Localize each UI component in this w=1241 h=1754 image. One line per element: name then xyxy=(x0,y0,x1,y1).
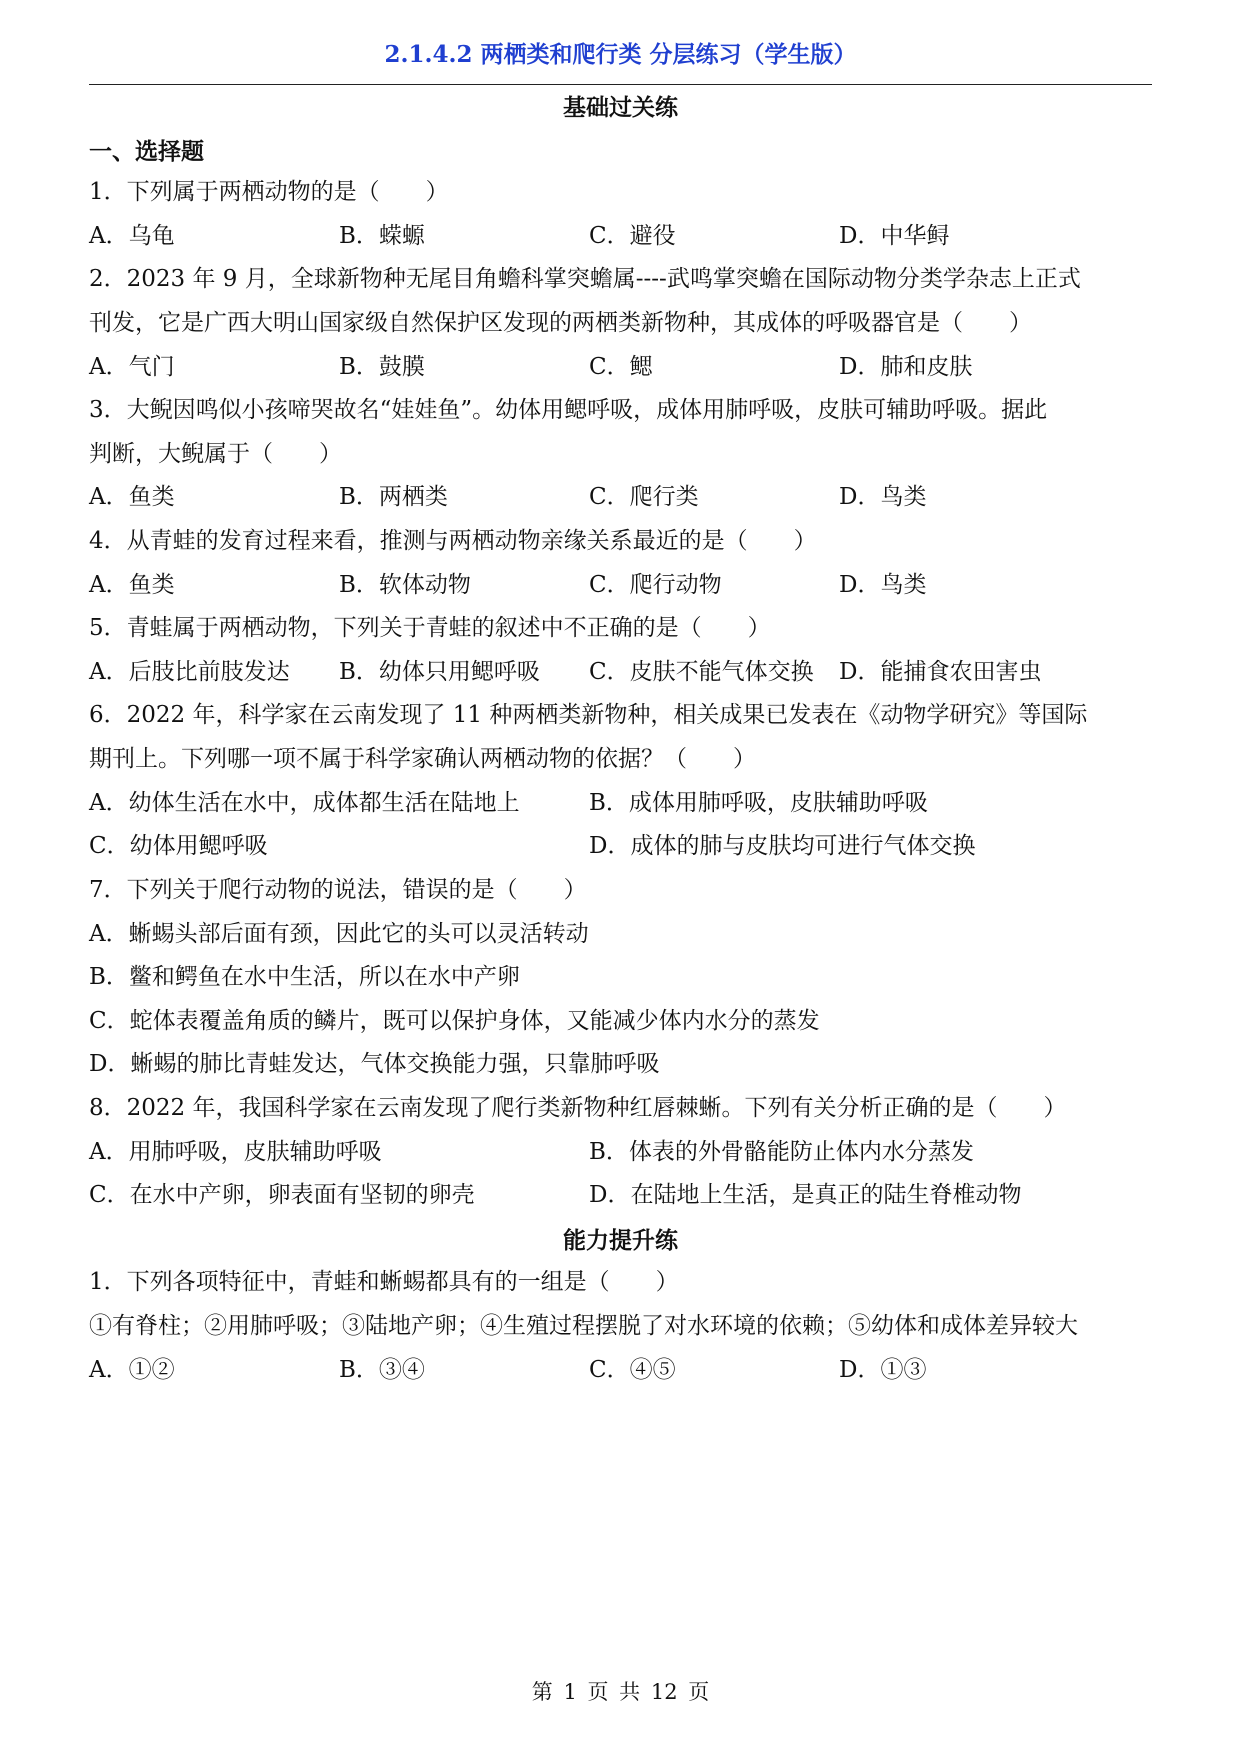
option-c: C．皮肤不能气体交换 xyxy=(589,659,814,685)
question-2-options xyxy=(89,352,1152,382)
option-a: A．鱼类 xyxy=(89,484,175,510)
option-b: B．蝾螈 xyxy=(339,223,425,249)
option-d: D．鸟类 xyxy=(839,572,927,598)
option-a: A．后肢比前肢发达 xyxy=(89,659,290,685)
option-b: B．鼓膜 xyxy=(339,354,425,380)
option-b: B．体表的外骨骼能防止体内水分蒸发 xyxy=(589,1139,974,1165)
question-4-stem: 4．从青蛙的发育过程来看，推测与两栖动物亲缘关系最近的是（ ） xyxy=(89,528,817,554)
question-6-options-row2 xyxy=(89,831,1152,861)
question-4-options xyxy=(89,570,1152,600)
question-8-stem: 8．2022 年，我国科学家在云南发现了爬行类新物种红唇棘蜥。下列有关分析正确的是（ ） xyxy=(89,1095,1067,1121)
option-d: D．①③ xyxy=(839,1357,927,1383)
option-c: C．④⑤ xyxy=(589,1357,676,1383)
document-title: 2.1.4.2 两栖类和爬行类 分层练习（学生版） xyxy=(384,41,857,68)
option-b: B．③④ xyxy=(339,1357,425,1383)
question-1-stem: 1．下列属于两栖动物的是（ ） xyxy=(89,179,449,205)
part-title-choice: 一、选择题 xyxy=(89,138,204,165)
option-c: C．蛇体表覆盖角质的鳞片，既可以保护身体，又能减少体内水分的蒸发 xyxy=(89,1008,820,1034)
option-b: B．软体动物 xyxy=(339,572,471,598)
option-a: A．鱼类 xyxy=(89,572,175,598)
option-b: B．鳖和鳄鱼在水中生活，所以在水中产卵 xyxy=(89,964,520,990)
question-7-stem: 7．下列关于爬行动物的说法，错误的是（ ） xyxy=(89,877,587,903)
question-3-stem: 3．大鲵因鸣似小孩啼哭故名“娃娃鱼”。幼体用鳃呼吸，成体用肺呼吸，皮肤可辅助呼吸。据此 xyxy=(89,397,1048,423)
option-d: D．蜥蜴的肺比青蛙发达，气体交换能力强，只靠肺呼吸 xyxy=(89,1051,660,1077)
option-d: D．鸟类 xyxy=(839,484,927,510)
option-a: A．气门 xyxy=(89,354,175,380)
option-c: C．爬行动物 xyxy=(589,572,722,598)
option-c: C．避役 xyxy=(589,223,676,249)
question-6-options-row1 xyxy=(89,788,1152,818)
question-6-stem-cont: 期刊上。下列哪一项不属于科学家确认两栖动物的依据？（ ） xyxy=(89,746,756,772)
question-8-options-row2 xyxy=(89,1180,1152,1210)
question-3-options xyxy=(89,482,1152,512)
section-title-advanced: 能力提升练 xyxy=(563,1227,678,1254)
question-8-options-row1 xyxy=(89,1137,1152,1167)
advanced-question-1-options xyxy=(89,1355,1152,1385)
option-c: C．爬行类 xyxy=(589,484,699,510)
option-d: D．肺和皮肤 xyxy=(839,354,973,380)
page-number: 第 1 页 共 12 页 xyxy=(531,1680,710,1704)
option-a: A．乌龟 xyxy=(89,223,175,249)
question-5-options xyxy=(89,657,1152,687)
section-title-basic: 基础过关练 xyxy=(563,94,678,121)
option-b: B．成体用肺呼吸，皮肤辅助呼吸 xyxy=(589,790,928,816)
option-d: D．中华鲟 xyxy=(839,223,950,249)
question-2-stem: 2．2023 年 9 月，全球新物种无尾目角蟾科掌突蟾属----武鸣掌突蟾在国际动物分类学杂志上正式 xyxy=(89,266,1081,292)
advanced-question-1-stem: 1．下列各项特征中，青蛙和蜥蜴都具有的一组是（ ） xyxy=(89,1269,679,1295)
question-2-stem-cont: 刊发，它是广西大明山国家级自然保护区发现的两栖类新物种，其成体的呼吸器官是（ ） xyxy=(89,310,1032,336)
option-b: B．幼体只用鳃呼吸 xyxy=(339,659,540,685)
option-a: A．用肺呼吸，皮肤辅助呼吸 xyxy=(89,1139,382,1165)
header-divider xyxy=(89,84,1152,85)
option-d: D．成体的肺与皮肤均可进行气体交换 xyxy=(589,833,976,859)
option-c: C．在水中产卵，卵表面有坚韧的卵壳 xyxy=(89,1182,475,1208)
option-a: A．蜥蜴头部后面有颈，因此它的头可以灵活转动 xyxy=(89,921,589,947)
option-b: B．两栖类 xyxy=(339,484,448,510)
option-d: D．在陆地上生活，是真正的陆生脊椎动物 xyxy=(589,1182,1022,1208)
question-3-stem-cont: 判断，大鲵属于（ ） xyxy=(89,441,342,467)
option-c: C．鳃 xyxy=(589,354,653,380)
question-1-options xyxy=(89,221,1152,251)
option-c: C．幼体用鳃呼吸 xyxy=(89,833,268,859)
question-6-stem: 6．2022 年，科学家在云南发现了 11 种两栖类新物种，相关成果已发表在《动物学研究》等国际 xyxy=(89,702,1088,728)
option-a: A．①② xyxy=(89,1357,175,1383)
option-a: A．幼体生活在水中，成体都生活在陆地上 xyxy=(89,790,520,816)
question-5-stem: 5．青蛙属于两栖动物，下列关于青蛙的叙述中不正确的是（ ） xyxy=(89,615,771,641)
option-d: D．能捕食农田害虫 xyxy=(839,659,1042,685)
advanced-question-1-features: ①有脊柱；②用肺呼吸；③陆地产卵；④生殖过程摆脱了对水环境的依赖；⑤幼体和成体差异较大 xyxy=(89,1313,1078,1339)
